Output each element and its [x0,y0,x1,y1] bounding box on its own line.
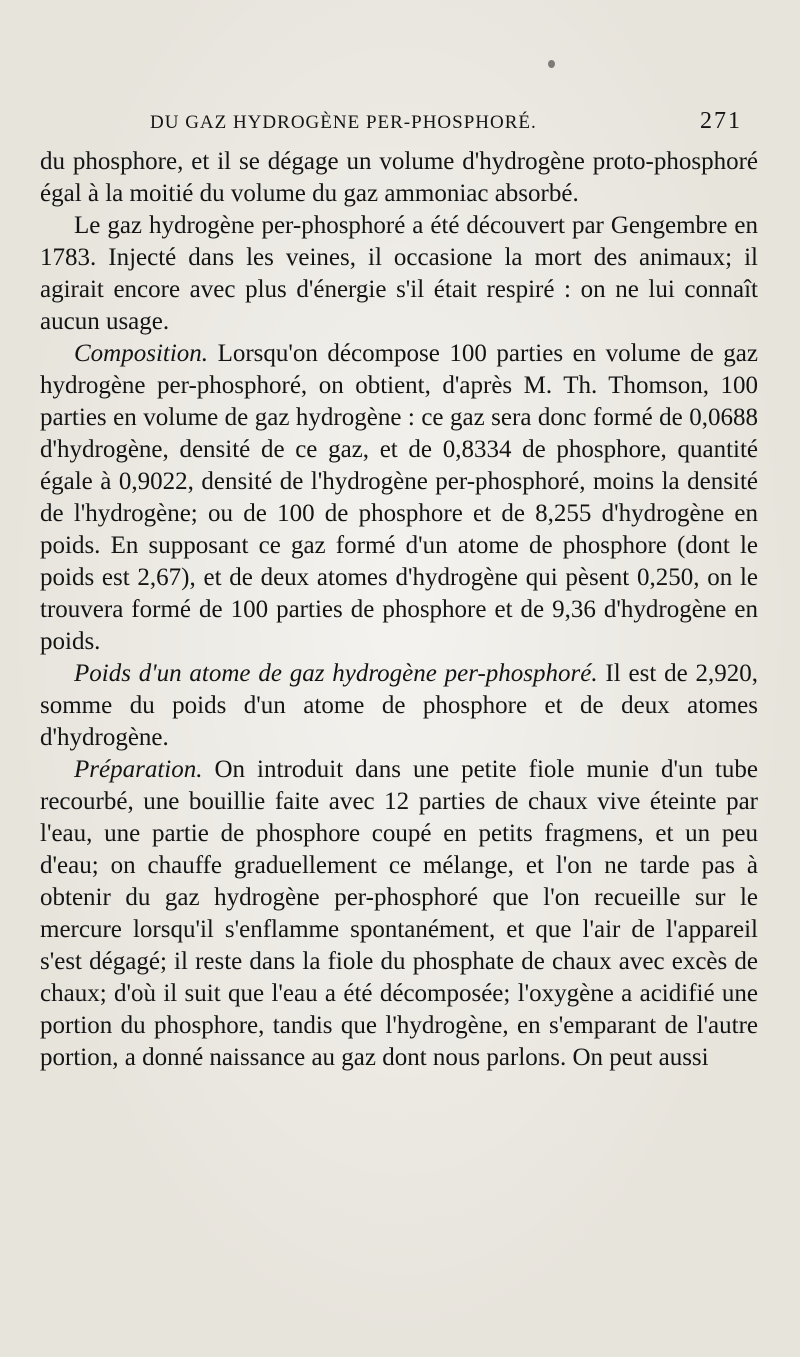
ink-speck [548,60,555,68]
body-text [40,146,758,1074]
paragraph-text: On introduit dans une petite fiole munie d'un tube recourbé, une bouillie faite avec 12 parties de chaux vive éteinte par l'eau, une partie de phosphore coupé en petits fragmens, et un peu d'eau; on chauffe graduellement ce mélange, et l'on ne tarde pas à obtenir du gaz hydrogène per-phosphoré que l'on recueille sur le mercure lorsqu'il s'enflamme spontanément, et que l'air de l'appareil s'est dégagé; il reste dans la fiole du phosphate de chaux avec excès de chaux; d'où il suit que l'eau a été décomposée; l'oxygène a acidifié une portion du phosphore, tandis que l'hydrogène, en s'emparant de l'autre portion, a donné naissance au gaz dont nous parlons. On peut aussi [40,756,758,1071]
section-label-preparation: Préparation. [74,756,203,783]
paragraph-preparation [40,754,758,1074]
section-label-composition: Composition. [74,340,209,367]
running-title: DU GAZ HYDROGÈNE PER-PHOSPHORÉ. [150,112,537,133]
paragraph-composition [40,338,758,658]
paragraph-text: du phosphore, et il se dégage un volume d'hydrogène proto-phosphoré égal à la moitié du volume du gaz ammoniac absorbé. [40,148,758,207]
paragraph-discovery [40,210,758,338]
paragraph-text: Le gaz hydrogène per-phosphoré a été découvert par Gengembre en 1783. Injecté dans les veines, il occasione la mort des animaux; il agirait encore avec plus d'énergie s'il était respiré : on ne lui connaît aucun usage. [40,212,758,335]
paragraph-atomic-weight [40,658,758,754]
paragraph-text: Il est de 2,920, somme du poids d'un atome de phosphore et de deux atomes d'hydrogène. [40,660,759,751]
paragraph-continuation [40,146,758,210]
paragraph-text: Lorsqu'on décompose 100 parties en volume de gaz hydrogène per-phosphoré, on obtient, d'après M. Th. Thomson, 100 parties en volume de gaz hydrogène : ce gaz sera donc formé de 0,0688 d'hydrogène, densité de ce gaz, et de 0,8334 de phosphore, quantité égale à 0,9022, densité de l'hydrogène per-phosphoré, moins la densité de l'hydrogène; ou de 100 de phosphore et de 8,255 d'hydrogène en poids. En supposant ce gaz formé d'un atome de phosphore (dont le poids est 2,67), et de deux atomes d'hydrogène qui pèsent 0,250, on le trouvera formé de 100 parties de phosphore et de 9,36 d'hydrogène en poids. [40,340,758,655]
page-number: 271 [700,108,742,134]
page-header [150,108,750,138]
section-label-atomic-weight: Poids d'un atome de gaz hydrogène per-phosphoré. [74,660,598,687]
